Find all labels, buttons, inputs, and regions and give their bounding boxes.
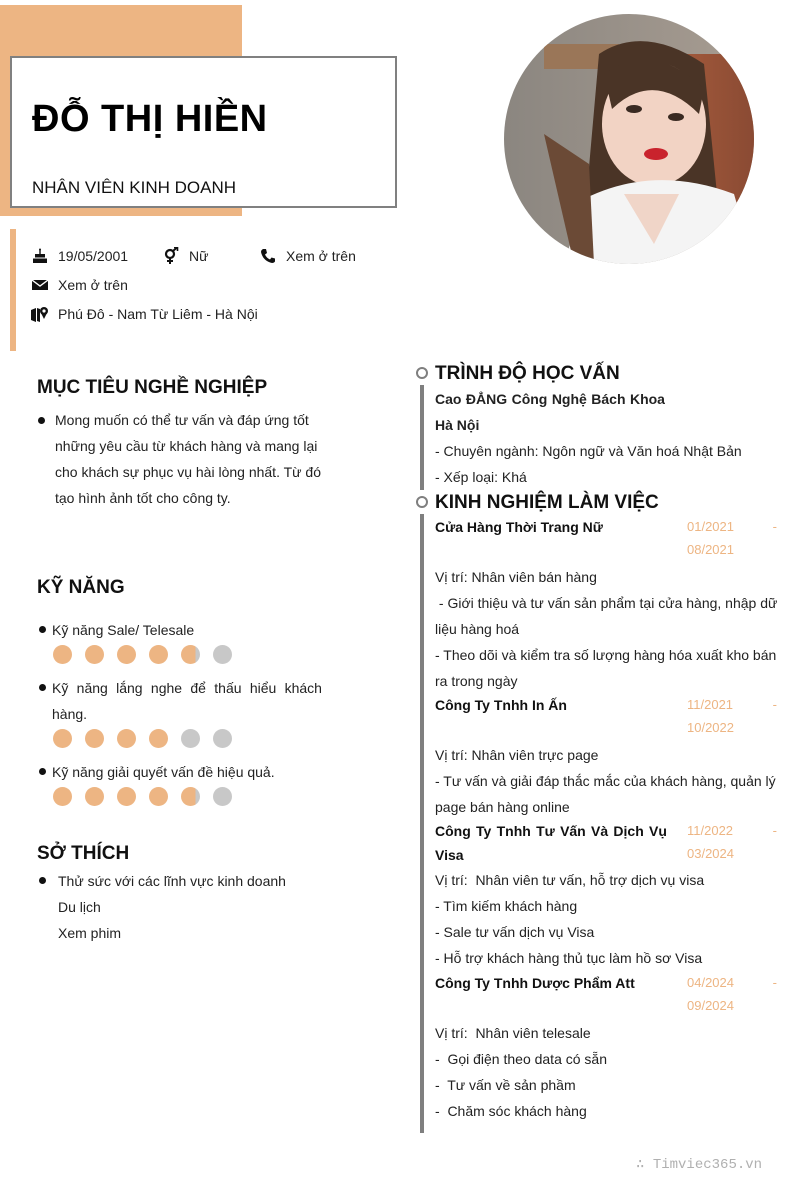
job-line: Vị trí: Nhân viên bán hàng xyxy=(435,569,597,585)
contact-address xyxy=(30,305,258,323)
timeline-line-education xyxy=(420,385,424,490)
education-block xyxy=(435,386,780,490)
skill-bullet xyxy=(39,626,46,633)
experience-title: KINH NGHIỆM LÀM VIỆC xyxy=(435,492,659,513)
timeline-circle-icon xyxy=(416,496,428,508)
candidate-name: ĐỖ THỊ HIỀN xyxy=(32,98,268,140)
objective-line: cho khách sự phục vụ hài lòng nhất. Từ đó xyxy=(55,464,321,480)
hobby-item: Xem phim xyxy=(58,925,122,941)
job-line: Vị trí: Nhân viên telesale xyxy=(435,1025,591,1041)
rating-dot xyxy=(53,729,72,748)
contact-phone xyxy=(258,247,356,265)
rating-dot xyxy=(117,729,136,748)
skill-bullet xyxy=(39,768,46,775)
job-header xyxy=(435,693,780,742)
job-company: Công Ty Tnhh Tư Vấn Và Dịch Vụ Visa xyxy=(435,823,667,863)
job-start-date: 01/2021 xyxy=(687,519,734,534)
job-end-date: 03/2024 xyxy=(687,846,734,861)
skill-label: Kỹ năng Sale/ Telesale xyxy=(52,622,195,638)
name-box xyxy=(10,56,397,208)
rating-dot xyxy=(117,645,136,664)
job-line: - Tư vấn về sản phầm xyxy=(435,1077,576,1093)
objective-line: Mong muốn có thể tư vấn và đáp ứng tốt xyxy=(55,412,309,428)
skill-label xyxy=(52,675,322,727)
phone-value: Xem ở trên xyxy=(286,248,356,264)
job-line: - Chăm sóc khách hàng xyxy=(435,1103,587,1119)
contact-email xyxy=(30,276,128,294)
contact-gender xyxy=(161,247,208,265)
rating-dot xyxy=(85,645,104,664)
objective-line: tạo hình ảnh tốt cho công ty. xyxy=(55,490,231,506)
skill-label-line: Kỹ năng lắng nghe để thấu hiểu khách xyxy=(52,680,322,696)
skill-bullet xyxy=(39,684,46,691)
job-header xyxy=(435,819,780,867)
job-line: - Sale tư vấn dịch vụ Visa xyxy=(435,924,595,940)
job-header xyxy=(435,515,780,564)
job-company: Công Ty Tnhh In Ấn xyxy=(435,697,567,713)
job-line: ra trong ngày xyxy=(435,673,518,689)
job-start-date: 11/2022 xyxy=(687,823,734,838)
hobby-item: Du lịch xyxy=(58,899,101,915)
job-line: - Tìm kiếm khách hàng xyxy=(435,898,578,914)
job-start-date: 11/2021 xyxy=(687,697,734,712)
job-end-date: 08/2021 xyxy=(687,542,734,557)
rating-dot xyxy=(181,787,200,806)
birthday-value: 19/05/2001 xyxy=(58,248,129,264)
rating-dot xyxy=(53,645,72,664)
envelope-icon xyxy=(30,276,50,294)
job-date-dash: - xyxy=(772,519,777,534)
job-line: - Gọi điện theo data có sẵn xyxy=(435,1051,607,1067)
gender-value: Nữ xyxy=(189,248,209,264)
rating-dot xyxy=(181,645,200,664)
rating-dot xyxy=(213,645,232,664)
job-line: Vị trí: Nhân viên tư vấn, hỗ trợ dịch vụ visa xyxy=(435,872,705,888)
contact-accent-bar xyxy=(10,229,16,351)
job-entry xyxy=(435,971,780,1124)
timeline-circle-icon xyxy=(416,367,428,379)
address-value: Phú Đô - Nam Từ Liêm - Hà Nội xyxy=(58,306,258,322)
rating-dot xyxy=(149,645,168,664)
school-name-line2: Hà Nội xyxy=(435,417,480,433)
hobbies-list xyxy=(58,868,286,946)
job-header xyxy=(435,971,780,1020)
rating-dot xyxy=(149,787,168,806)
job-entry xyxy=(435,693,780,820)
map-pin-icon xyxy=(30,305,50,323)
education-detail: - Xếp loại: Khá xyxy=(435,469,527,485)
job-start-date: 04/2024 xyxy=(687,975,734,990)
rating-dot xyxy=(85,729,104,748)
job-company: Công Ty Tnhh Dược Phẩm Att xyxy=(435,975,635,991)
job-date-dash: - xyxy=(772,697,777,712)
objective-text xyxy=(55,407,322,511)
job-entry xyxy=(435,819,780,971)
objective-line: những yêu cầu từ khách hàng và mang lại xyxy=(55,438,318,454)
job-entry xyxy=(435,515,780,694)
skill-rating xyxy=(53,787,232,806)
hobby-item: Thử sức với các lĩnh vực kinh doanh xyxy=(58,873,286,889)
skill-rating xyxy=(53,729,232,748)
job-date-dash: - xyxy=(772,975,777,990)
skill-label-line: hàng. xyxy=(52,706,88,722)
skill-rating xyxy=(53,645,232,664)
job-end-date: 09/2024 xyxy=(687,998,734,1013)
job-date-dash: - xyxy=(772,823,777,838)
objective-bullet xyxy=(38,417,45,424)
job-company: Cửa Hàng Thời Trang Nữ xyxy=(435,519,603,535)
rating-dot xyxy=(53,787,72,806)
gender-icon xyxy=(161,247,181,265)
rating-dot xyxy=(213,787,232,806)
job-end-date: 10/2022 xyxy=(687,720,734,735)
objective-title: MỤC TIÊU NGHỀ NGHIỆP xyxy=(37,377,268,398)
job-line: - Tư vấn và giải đáp thắc mắc của khách hàng, quản lý xyxy=(435,773,776,789)
email-value: Xem ở trên xyxy=(58,277,128,293)
job-line: liệu hàng hoá xyxy=(435,621,520,637)
candidate-title: NHÂN VIÊN KINH DOANH xyxy=(32,178,237,197)
birthday-cake-icon xyxy=(30,247,50,265)
rating-dot xyxy=(85,787,104,806)
rating-dot xyxy=(181,729,200,748)
school-name-line1: Cao ĐẲNG Công Nghệ Bách Khoa xyxy=(435,391,665,407)
job-line: Vị trí: Nhân viên trực page xyxy=(435,747,599,763)
job-line: - Giới thiệu và tư vấn sản phẩm tại cửa hàng, nhập dữ xyxy=(435,595,778,611)
timeline-line-experience xyxy=(420,514,424,1133)
education-title: TRÌNH ĐỘ HỌC VẤN xyxy=(435,363,620,384)
skill-label: Kỹ năng giải quyết vấn đề hiệu quả. xyxy=(52,764,275,780)
education-detail: - Chuyên ngành: Ngôn ngữ và Văn hoá Nhật Bản xyxy=(435,443,742,459)
rating-dot xyxy=(117,787,136,806)
rating-dot xyxy=(213,729,232,748)
rating-dot xyxy=(149,729,168,748)
watermark: ∴ Timviec365.vn xyxy=(636,1157,763,1173)
contact-birthday xyxy=(30,247,128,265)
hobbies-title: SỞ THÍCH xyxy=(37,843,130,864)
skills-title: KỸ NĂNG xyxy=(37,577,125,598)
job-line: page bán hàng online xyxy=(435,799,570,815)
job-line: - Hỗ trợ khách hàng thủ tục làm hồ sơ Visa xyxy=(435,950,703,966)
job-line: - Theo dõi và kiểm tra số lượng hàng hóa xuất kho bán xyxy=(435,647,777,663)
phone-icon xyxy=(258,247,278,265)
hobby-bullet xyxy=(39,877,46,884)
avatar xyxy=(504,14,754,264)
